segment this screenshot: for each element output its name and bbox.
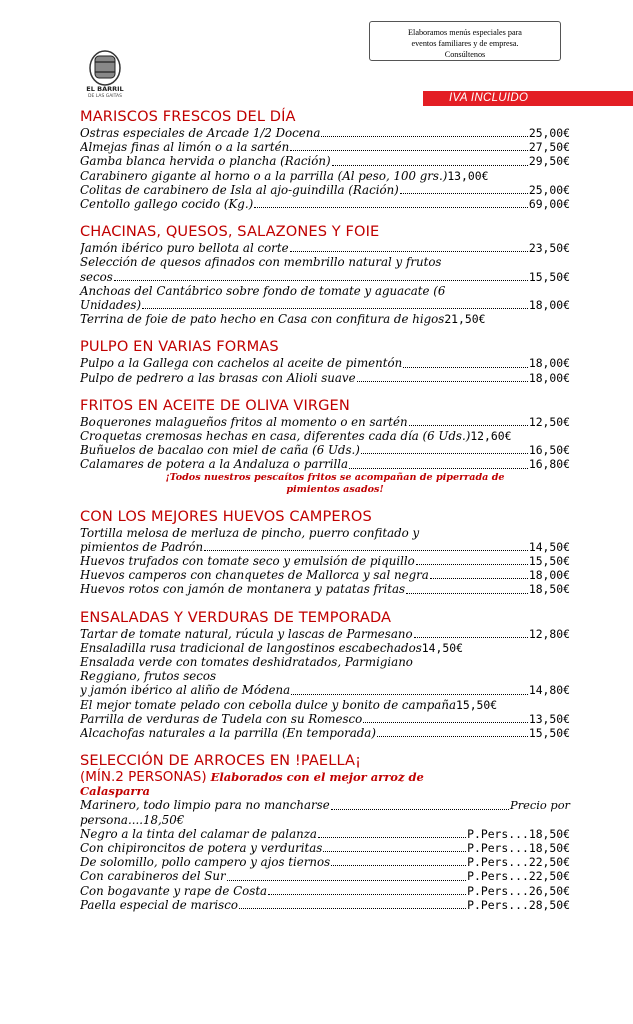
menu-item-line: Reggiano, frutos secos xyxy=(80,669,217,684)
section-title: ENSALADAS Y VERDURAS DE TEMPORADA xyxy=(80,608,392,626)
svg-text:EL BARRIL: EL BARRIL xyxy=(86,85,124,93)
menu-item: Unidades) 18,00€ xyxy=(80,298,570,313)
menu-item: Boquerones malagueños fritos al momento o en sartén 12,50€ xyxy=(80,414,570,429)
note-line: Consúltenos xyxy=(444,50,486,59)
menu-list xyxy=(80,108,570,912)
menu-item: Parrilla de verduras de Tudela con su Romesco 13,50€ xyxy=(80,711,570,726)
menu-item: Negro a la tinta del calamar de palanza P.Pers...18,50€ xyxy=(80,826,570,841)
menu-item: Buñuelos de bacalao con miel de caña (6 Uds.) 16,50€ xyxy=(80,443,570,458)
section-title: SELECCIÓN DE ARROCES EN !PAELLA¡ xyxy=(80,752,362,770)
restaurant-logo xyxy=(83,48,127,100)
events-note-box xyxy=(369,21,561,61)
menu-item: Paella especial de marisco P.Pers...28,50€ xyxy=(80,897,570,912)
fritos-note-line: pimientos asados! xyxy=(286,483,384,495)
note-line: eventos familiares y de empresa. xyxy=(411,39,519,48)
menu-item: Tartar de tomate natural, rúcula y lascas de Parmesano 12,80€ xyxy=(80,626,570,641)
note-line: Elaboramos menús especiales para xyxy=(408,28,522,37)
menu-item: secos 15,50€ xyxy=(80,269,570,284)
menu-item: De solomillo, pollo campero y ajos tiernos P.Pers...22,50€ xyxy=(80,855,570,870)
menu-item: Ensaladilla rusa tradicional de langostinos escabechados 14,50€ xyxy=(80,640,463,655)
menu-item-line: Anchoas del Cantábrico sobre fondo de tomate y aguacate (6 xyxy=(80,283,446,298)
menu-item: Calamares de potera a la Andaluza o parrilla 16,80€ xyxy=(80,457,570,472)
menu-item: Croquetas cremosas hechas en casa, diferentes cada día (6 Uds.) 12,60€ xyxy=(80,429,512,444)
menu-item-line: Ensalada verde con tomates deshidratados, Parmigiano xyxy=(80,655,413,670)
menu-item: Jamón ibérico puro bellota al corte 23,50€ xyxy=(80,241,570,256)
menu-item-line: Tortilla melosa de merluza de pincho, puerro confitado y xyxy=(80,525,420,540)
section-subtitle xyxy=(80,770,570,784)
section-title: FRITOS EN ACEITE DE OLIVA VIRGEN xyxy=(80,396,350,414)
section-title: MARISCOS FRESCOS DEL DÍA xyxy=(80,108,296,125)
menu-item: Pulpo a la Gallega con cachelos al aceite de pimentón 18,00€ xyxy=(80,356,570,371)
svg-text:DE LAS GAITAS: DE LAS GAITAS xyxy=(88,94,122,99)
menu-item: Almejas finas al limón o a la sartén 27,50€ xyxy=(80,140,570,155)
menu-item: y jamón ibérico al aliño de Módena 14,80€ xyxy=(80,683,570,698)
section-title: CON LOS MEJORES HUEVOS CAMPEROS xyxy=(80,507,372,525)
iva-banner: IVA INCLUIDO xyxy=(423,91,633,106)
menu-item: Marinero, todo limpio para no mancharse Precio por xyxy=(80,798,570,813)
menu-item: Huevos trufados con tomate seco y emulsión de piquillo 15,50€ xyxy=(80,554,570,569)
menu-item: Huevos rotos con jamón de montanera y patatas fritas 18,50€ xyxy=(80,582,570,597)
menu-item: Alcachofas naturales a la parrilla (En temporada) 15,50€ xyxy=(80,726,570,741)
menu-item: Con carabineros del Sur P.Pers...22,50€ xyxy=(80,869,570,884)
menu-item: Con bogavante y rape de Costa P.Pers...26,50€ xyxy=(80,883,570,898)
section-title: PULPO EN VARIAS FORMAS xyxy=(80,338,279,356)
menu-item: Colitas de carabinero de Isla al ajo-guindilla (Ración) 25,00€ xyxy=(80,182,570,197)
section-title: CHACINAS, QUESOS, SALAZONES Y FOIE xyxy=(80,223,380,241)
menu-item: Pulpo de pedrero a las brasas con Alioli suave 18,00€ xyxy=(80,370,570,385)
menu-item: Huevos camperos con chanquetes de Mallorca y sal negra 18,00€ xyxy=(80,568,570,583)
fritos-note-line: ¡Todos nuestros pescaítos fritos se acompañan de piperrada de xyxy=(165,471,505,483)
fritos-note xyxy=(140,472,530,496)
menu-item-line: Selección de quesos afinados con membrillo natural y frutos xyxy=(80,255,442,270)
menu-item: Gamba blanca hervida o plancha (Ración) 29,50€ xyxy=(80,154,570,169)
section-subtitle-line2: Calasparra xyxy=(80,784,150,799)
menu-item: Ostras especiales de Arcade 1/2 Docena 25,00€ xyxy=(80,126,570,140)
menu-item: Con chipironcitos de potera y verduritas P.Pers...18,50€ xyxy=(80,840,570,855)
menu-item: El mejor tomate pelado con cebolla dulce y bonito de campaña 15,50€ xyxy=(80,697,498,712)
min-persons: (MÍN.2 PERSONAS) xyxy=(80,769,207,786)
menu-item-line: persona....18,50€ xyxy=(80,812,185,827)
menu-item: pimientos de Padrón 14,50€ xyxy=(80,539,570,554)
menu-item: Terrina de foie de pato hecho en Casa con confitura de higos 21,50€ xyxy=(80,312,486,327)
menu-item: Centollo gallego cocido (Kg.) 69,00€ xyxy=(80,197,570,212)
menu-item: Carabinero gigante al horno o a la parrilla (Al peso, 100 grs.) 13,00€ xyxy=(80,168,489,183)
subtitle-rest: Elaborados con el mejor arroz de xyxy=(206,770,424,785)
